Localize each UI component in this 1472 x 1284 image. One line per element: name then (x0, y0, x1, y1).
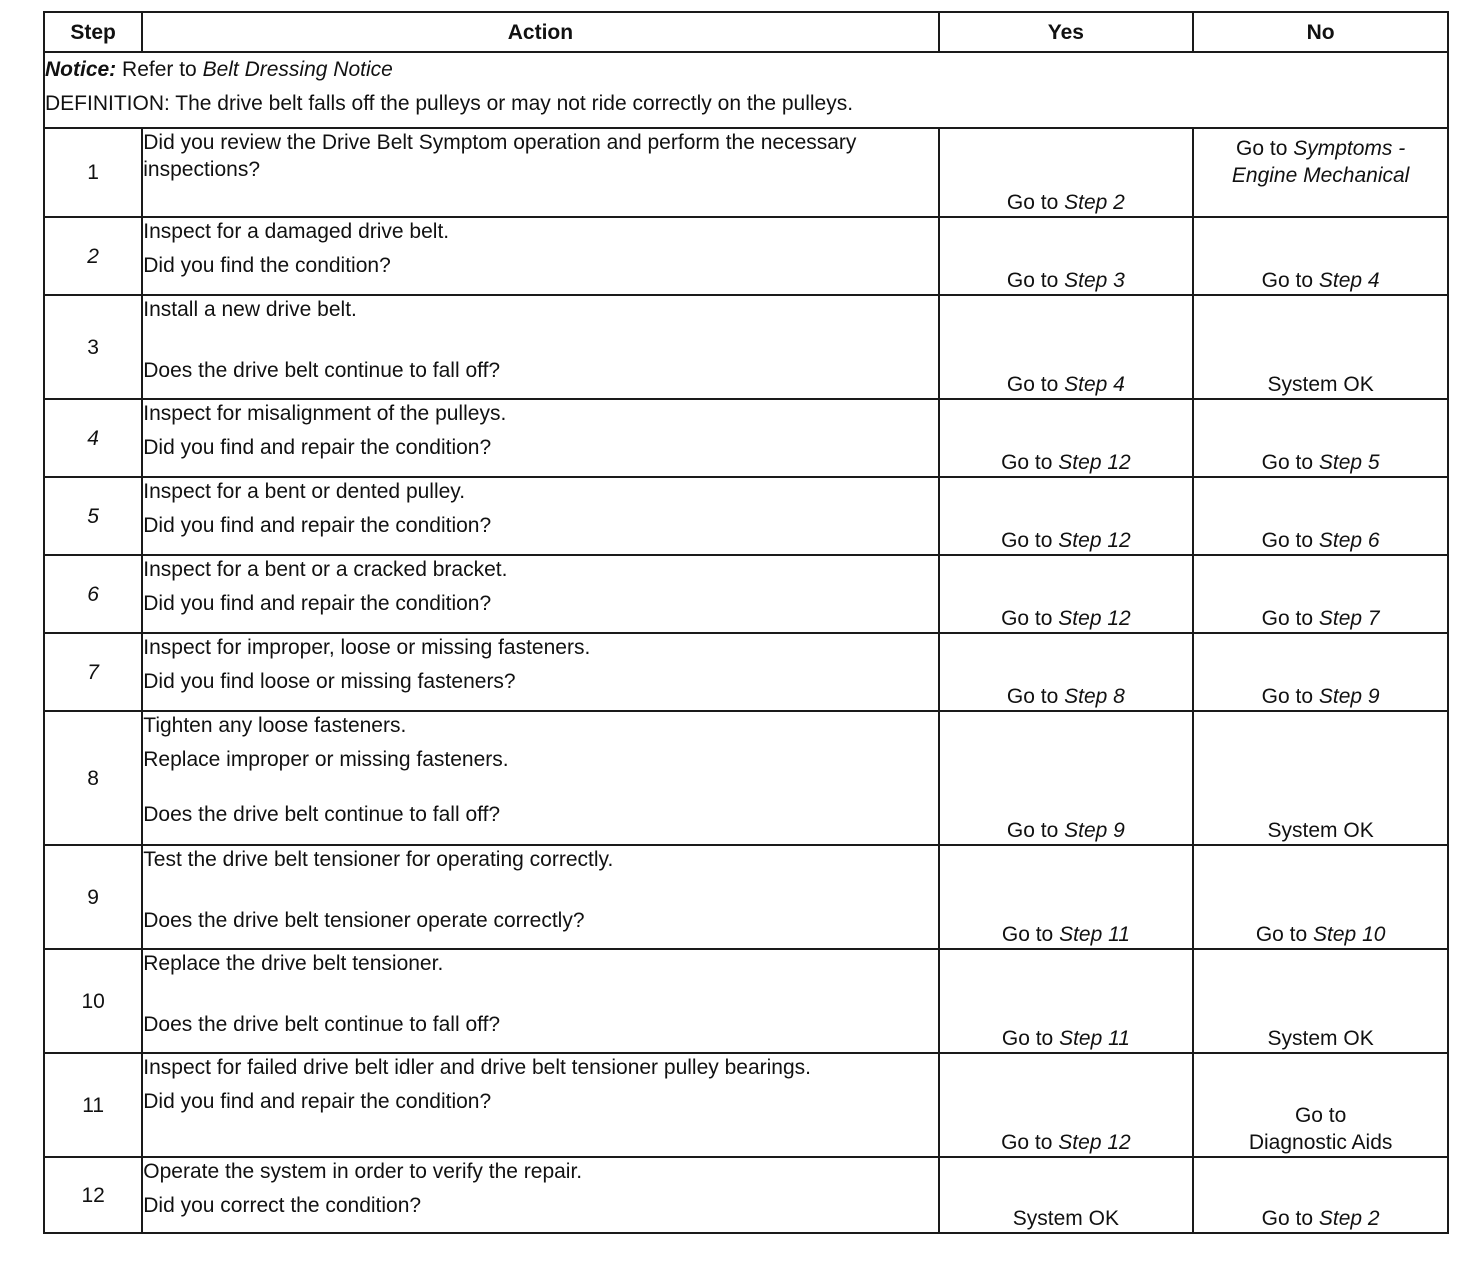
step-number: 1 (44, 128, 142, 217)
table-row (44, 477, 1448, 555)
yes-cell (939, 477, 1194, 555)
no-cell (1193, 128, 1448, 217)
goto-prefix: Go to (1006, 373, 1059, 396)
action-text: Inspect for a bent or a cracked bracket. (143, 558, 508, 581)
action-text: Install a new drive belt. (143, 298, 357, 321)
table-header-row (44, 12, 1448, 52)
action-question: Did you find and repair the condition? (143, 514, 492, 537)
no-text-line1: Go to (1294, 1104, 1347, 1127)
goto-prefix: Go to (1261, 529, 1314, 552)
action-question: Did you find and repair the condition? (143, 592, 492, 615)
yes-cell (939, 845, 1194, 949)
no-cell (1193, 399, 1448, 477)
action-question: Did you find and repair the condition? (143, 1090, 492, 1113)
action-text: Inspect for a damaged drive belt. (143, 220, 450, 243)
action-cell (142, 949, 938, 1053)
action-text: Inspect for improper, loose or missing fasteners. (143, 636, 591, 659)
step-number: 10 (44, 949, 142, 1053)
no-cell (1193, 1053, 1448, 1157)
no-cell (1193, 711, 1448, 845)
goto-prefix: Go to (1006, 269, 1059, 292)
no-cell (1193, 949, 1448, 1053)
notice-line (45, 53, 1447, 87)
step-number: 8 (44, 711, 142, 845)
goto-prefix: Go to (1001, 1131, 1053, 1154)
no-text: System OK (1267, 373, 1374, 396)
no-reference: Step 5 (1318, 451, 1380, 474)
no-reference: Step 4 (1318, 269, 1380, 292)
yes-cell (939, 295, 1194, 399)
action-question: Did you find loose or missing fasteners? (143, 670, 516, 693)
goto-prefix: Go to (1261, 1207, 1314, 1230)
action-text: Did you review the Drive Belt Symptom operation and perform the necessary inspections? (143, 131, 857, 181)
no-cell (1193, 845, 1448, 949)
header-step: Step (44, 12, 142, 52)
step-number: 5 (44, 477, 142, 555)
action-cell (142, 555, 938, 633)
action-cell (142, 399, 938, 477)
goto-prefix: Go to (1261, 607, 1314, 630)
action-text: Inspect for failed drive belt idler and drive belt tensioner pulley bearings. (143, 1056, 811, 1079)
table-row (44, 217, 1448, 295)
table-row (44, 633, 1448, 711)
yes-cell (939, 217, 1194, 295)
yes-cell (939, 633, 1194, 711)
step-number: 3 (44, 295, 142, 399)
goto-prefix: Go to (1001, 529, 1053, 552)
action-text: Tighten any loose fasteners. (143, 714, 407, 737)
no-cell (1193, 295, 1448, 399)
diagnostic-table (43, 11, 1449, 1234)
action-question: Does the drive belt continue to fall off? (143, 1013, 501, 1036)
yes-cell (939, 128, 1194, 217)
action-cell (142, 295, 938, 399)
action-cell (142, 633, 938, 711)
no-cell (1193, 1157, 1448, 1233)
action-question: Did you find and repair the condition? (143, 436, 492, 459)
no-text-line2: Engine Mechanical (1231, 164, 1410, 187)
yes-reference: Step 4 (1064, 373, 1125, 396)
no-text: System OK (1267, 1027, 1374, 1050)
no-cell (1193, 555, 1448, 633)
no-cell (1193, 477, 1448, 555)
header-yes: Yes (939, 12, 1194, 52)
yes-cell (939, 1157, 1194, 1233)
action-text: Inspect for a bent or dented pulley. (143, 480, 466, 503)
yes-cell (939, 711, 1194, 845)
action-text: Replace the drive belt tensioner. (143, 952, 444, 975)
action-question: Does the drive belt tensioner operate correctly? (143, 909, 585, 932)
table-row (44, 1053, 1448, 1157)
goto-prefix: Go to (1006, 191, 1059, 214)
goto-prefix: Go to (1006, 819, 1059, 842)
action-text: Inspect for misalignment of the pulleys. (143, 402, 507, 425)
action-text: Replace improper or missing fasteners. (143, 748, 509, 771)
no-cell (1193, 217, 1448, 295)
action-question: Does the drive belt continue to fall off? (143, 359, 501, 382)
goto-prefix: Go to (1006, 685, 1059, 708)
no-text-line2: Diagnostic Aids (1248, 1131, 1393, 1154)
action-cell (142, 477, 938, 555)
table-row (44, 128, 1448, 217)
goto-prefix: Go to (1001, 923, 1054, 946)
notice-cell (44, 52, 1448, 128)
yes-cell (939, 555, 1194, 633)
notice-reference: Belt Dressing Notice (202, 58, 393, 81)
yes-cell (939, 399, 1194, 477)
yes-reference: Step 11 (1059, 1027, 1130, 1050)
table-row (44, 399, 1448, 477)
yes-reference: Step 11 (1059, 923, 1130, 946)
definition-text: DEFINITION: The drive belt falls off the pulleys or may not ride correctly on the pulleys. (45, 92, 854, 115)
yes-cell (939, 1053, 1194, 1157)
goto-prefix: Go to (1261, 685, 1314, 708)
step-number: 9 (44, 845, 142, 949)
yes-reference: Step 3 (1064, 269, 1125, 292)
no-reference: Step 7 (1318, 607, 1380, 630)
goto-prefix: Go to (1001, 1027, 1054, 1050)
notice-text: Refer to (122, 58, 197, 81)
action-question: Did you find the condition? (143, 254, 391, 277)
no-reference: Step 10 (1313, 923, 1386, 946)
header-no: No (1193, 12, 1448, 52)
step-number: 12 (44, 1157, 142, 1233)
goto-prefix: Go to (1261, 269, 1314, 292)
yes-reference: Step 12 (1058, 1131, 1131, 1154)
yes-cell (939, 949, 1194, 1053)
goto-prefix: Go to (1001, 451, 1053, 474)
action-text: Test the drive belt tensioner for operating correctly. (143, 848, 614, 871)
no-reference: Step 2 (1318, 1207, 1380, 1230)
table-row (44, 845, 1448, 949)
no-reference: Step 9 (1318, 685, 1380, 708)
step-number: 11 (44, 1053, 142, 1157)
yes-reference: Step 12 (1058, 451, 1131, 474)
step-number: 2 (44, 217, 142, 295)
no-text-line1: Go to Symptoms - (1236, 137, 1406, 160)
action-cell (142, 128, 938, 217)
action-cell (142, 217, 938, 295)
goto-prefix: Go to (1261, 451, 1314, 474)
header-action: Action (142, 12, 938, 52)
notice-label: Notice: (45, 58, 117, 81)
goto-prefix: Go to (1001, 607, 1053, 630)
no-reference: Step 6 (1318, 529, 1380, 552)
action-cell (142, 845, 938, 949)
action-question: Does the drive belt continue to fall off? (143, 803, 501, 826)
action-cell (142, 1157, 938, 1233)
action-text: Operate the system in order to verify the repair. (143, 1160, 583, 1183)
yes-reference: Step 8 (1064, 685, 1125, 708)
table-row (44, 711, 1448, 845)
goto-prefix: Go to (1255, 923, 1308, 946)
action-cell (142, 1053, 938, 1157)
table-row (44, 295, 1448, 399)
step-number: 6 (44, 555, 142, 633)
step-number: 7 (44, 633, 142, 711)
yes-reference: Step 12 (1058, 529, 1131, 552)
step-number: 4 (44, 399, 142, 477)
no-cell (1193, 633, 1448, 711)
yes-text: System OK (1012, 1207, 1119, 1230)
notice-row (44, 52, 1448, 128)
action-cell (142, 711, 938, 845)
yes-reference: Step 9 (1064, 819, 1125, 842)
table-row (44, 1157, 1448, 1233)
yes-reference: Step 12 (1058, 607, 1131, 630)
table-row (44, 555, 1448, 633)
table-row (44, 949, 1448, 1053)
no-text: System OK (1267, 819, 1374, 842)
yes-reference: Step 2 (1064, 191, 1125, 214)
action-question: Did you correct the condition? (143, 1194, 422, 1217)
